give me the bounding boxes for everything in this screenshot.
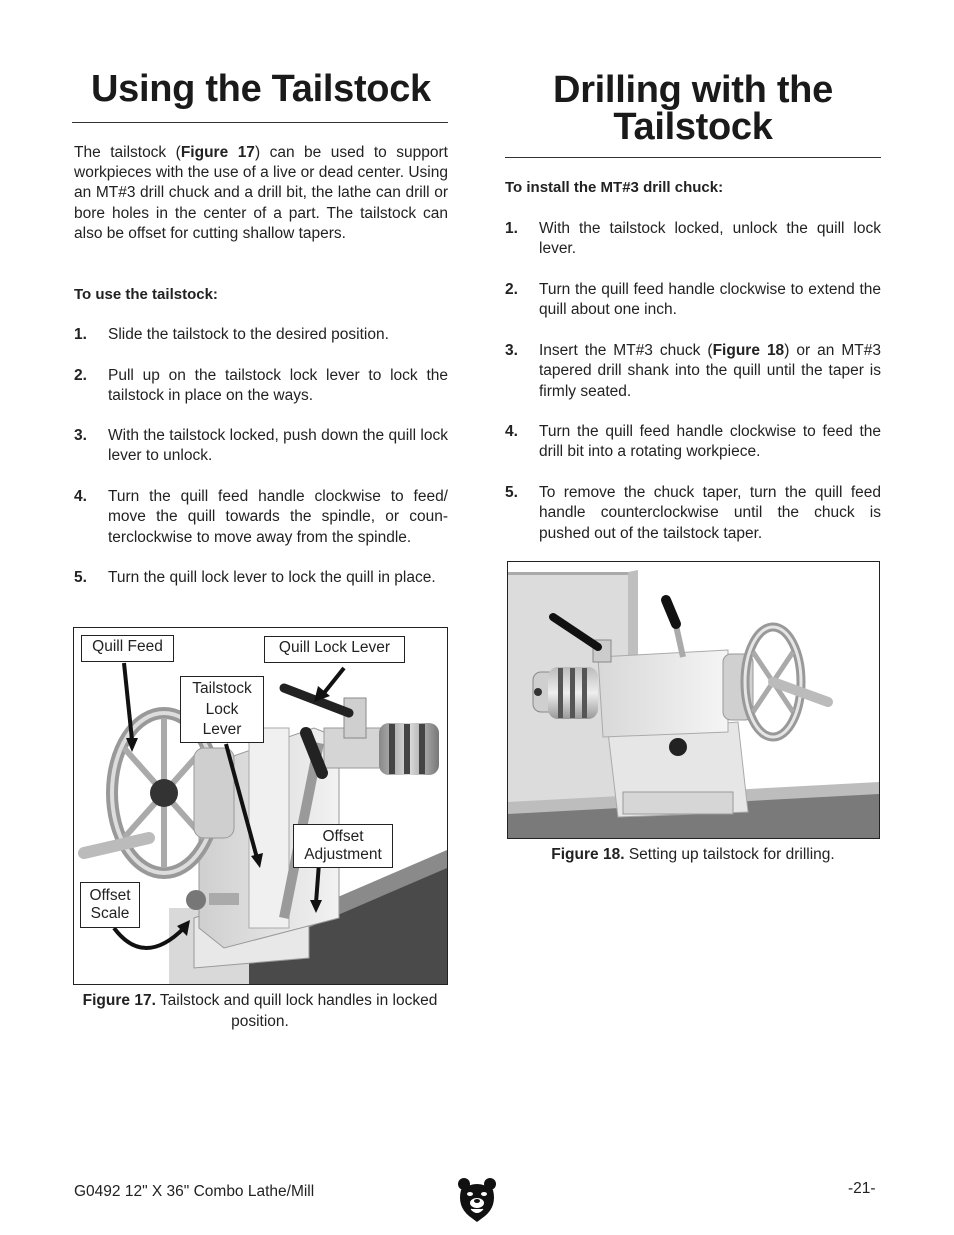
step-number: 1. — [505, 220, 518, 237]
footer-model: G0492 12" X 36" Combo Lathe/Mill — [74, 1183, 315, 1200]
step-item — [74, 487, 448, 549]
step-item — [505, 280, 881, 322]
callout-quill-lock-lever: Quill Lock Lever — [264, 636, 405, 663]
callout-tailstock-lock-lever: Tailstock Lock Lever — [180, 676, 264, 743]
step-number: 2. — [505, 281, 518, 298]
title-rule — [72, 122, 448, 123]
step-number: 4. — [505, 423, 518, 440]
intro-text-start: The tailstock ( — [74, 144, 181, 161]
figure-18-photo — [507, 561, 880, 839]
left-subheading: To use the tailstock: — [74, 286, 218, 303]
caption-label: Figure 17. — [82, 992, 156, 1009]
step-item — [74, 426, 448, 468]
caption-label: Figure 18. — [551, 846, 625, 863]
step-text: Turn the quill lock lever to lock the quill in place. — [108, 569, 436, 586]
section-heading: Drilling with the Tailstock — [553, 69, 833, 148]
intro-text-end: ) can be used to support workpieces with the use of a live or dead center. Using an MT#3 drill chuck and a drill bit, the lathe can drill or bore holes in the center of a part. The tailstock can also be offset for cutting shallow tapers. — [74, 144, 448, 242]
step-number: 5. — [74, 569, 87, 586]
caption-text: Tailstock and quill lock handles in locked position. — [159, 992, 438, 1030]
step-text: Pull up on the tailstock lock lever to lock the tailstock in place on the ways. — [108, 367, 448, 405]
step-text-start: Insert the MT#3 chuck ( — [539, 342, 713, 359]
drill-chuck-illustration — [508, 562, 879, 838]
figure-18-caption — [505, 844, 881, 865]
step-text: Turn the quill feed handle clockwise to feed/ move the quill towards the spindle, or coun-terclockwise to move away from the spindle. — [108, 488, 448, 546]
step-item — [74, 325, 448, 347]
figure-17-photo — [73, 627, 448, 985]
page-number: -21- — [848, 1180, 876, 1197]
step-item — [74, 366, 448, 408]
step-number: 2. — [74, 367, 87, 384]
step-number: 4. — [74, 488, 87, 505]
right-subheading: To install the MT#3 drill chuck: — [505, 179, 724, 196]
callout-quill-feed: Quill Feed — [81, 635, 174, 662]
caption-text: Setting up tailstock for drilling. — [628, 846, 835, 863]
step-text: Turn the quill feed handle clockwise to feed the drill bit into a rotating workpiece. — [539, 423, 881, 461]
step-text-end: ) or an MT#3 tapered drill shank into the quill until the taper is firmly seated. — [539, 342, 881, 400]
callout-offset-scale: Offset Scale — [80, 882, 140, 928]
step-item — [505, 422, 881, 464]
step-text: With the tailstock locked, unlock the quill lock lever. — [539, 220, 881, 258]
step-text: Slide the tailstock to the desired position. — [108, 326, 389, 343]
step-text: Turn the quill feed handle clockwise to extend the quill about one inch. — [539, 281, 881, 319]
step-item — [74, 568, 448, 610]
right-section-title — [505, 69, 881, 148]
step-number: 1. — [74, 326, 87, 343]
step-number: 5. — [505, 484, 518, 501]
step-item — [505, 219, 881, 261]
title-rule — [505, 157, 881, 158]
step-item — [505, 341, 881, 403]
section-heading: Using the Tailstock — [91, 68, 431, 110]
step-text: To remove the chuck taper, turn the quill feed handle counterclockwise until the chuck is pushed out of the tailstock taper. — [539, 484, 881, 542]
step-number: 3. — [74, 427, 87, 444]
step-item — [505, 483, 881, 545]
left-section-title — [74, 68, 448, 110]
step-text: With the tailstock locked, push down the quill lock lever to unlock. — [108, 427, 448, 465]
figure-17-caption — [74, 990, 446, 1032]
figure-reference: Figure 18 — [712, 342, 785, 359]
intro-paragraph — [74, 143, 448, 244]
figure-reference: Figure 17 — [180, 144, 255, 161]
bear-head-logo-icon — [457, 1176, 497, 1222]
step-number: 3. — [505, 342, 518, 359]
callout-offset-adjustment: Offset Adjustment — [293, 824, 393, 868]
